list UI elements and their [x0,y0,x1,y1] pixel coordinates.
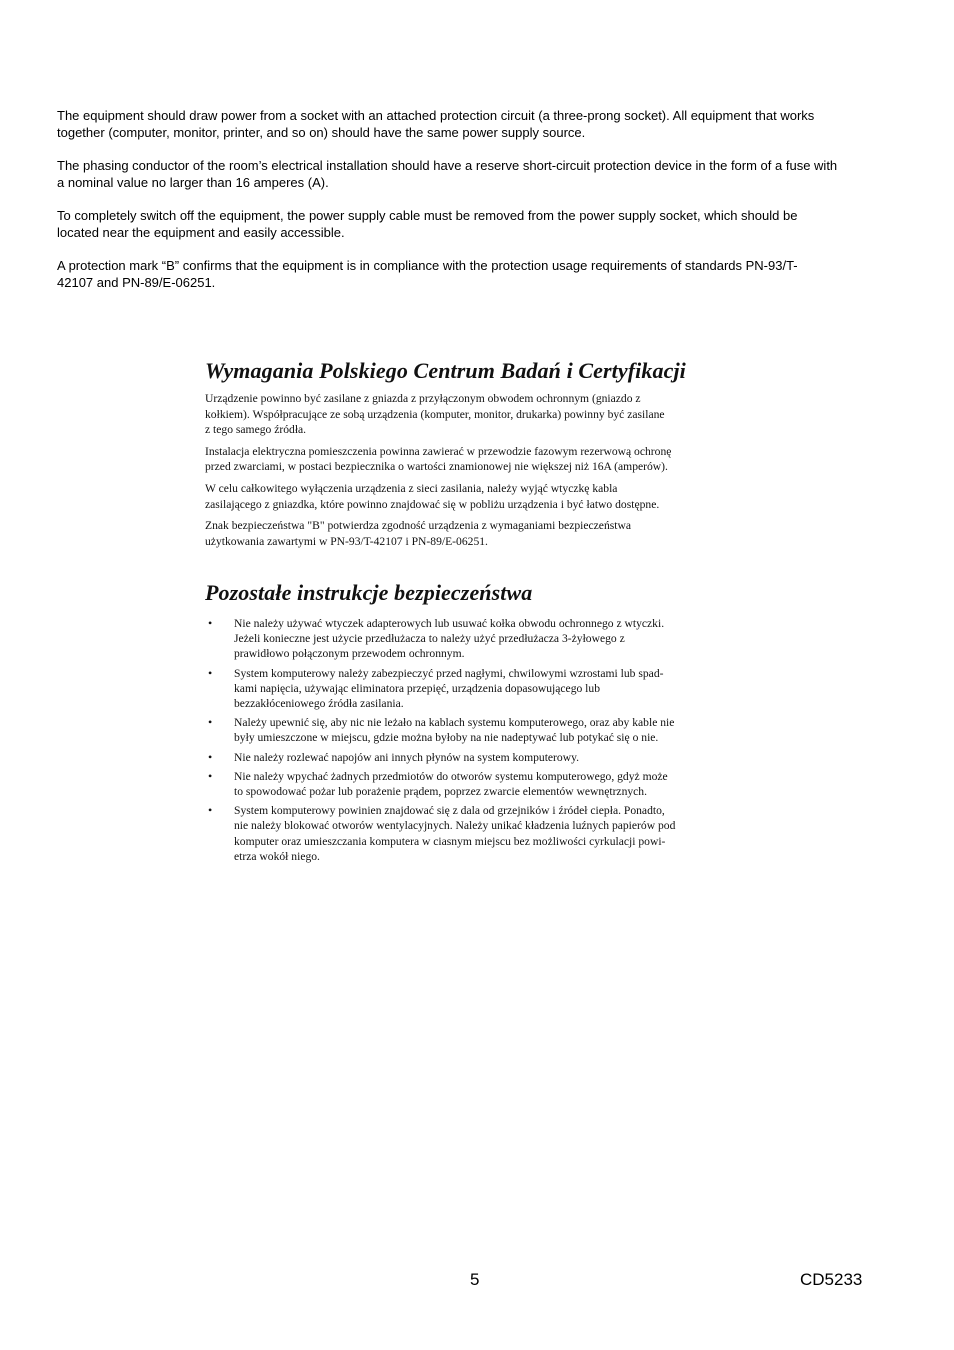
list-item [205,769,790,799]
text-line: Jeżeli konieczne jest użycie przedłużacza to należy użyć przedłużacza 3-żyłowego z [234,632,625,646]
list-item [205,750,790,765]
text-line: kołkiem). Współpracujące ze sobą urządzenia (komputer, monitor, drukarka) powinny być zasilane [205,407,665,421]
bullet-icon: • [208,616,213,630]
text-line: z tego samego źródła. [205,423,307,437]
english-paragraph-fuse [57,158,897,191]
text-line: kami napięcia, używając eliminatora przepięć, urządzenia dopasowującego lub [234,681,600,695]
text-line: komputer oraz umieszczania komputera w ciasnym miejscu bez możliwości cyrkulacji powi- [234,834,666,848]
text-line: prawidłowo połączonym przewodem ochronnym. [234,647,465,661]
list-item [205,803,790,864]
text-line: Znak bezpieczeństwa "B" potwierdza zgodność urządzenia z wymaganiami bezpieczeństwa [205,519,632,533]
english-paragraph-power-socket [57,108,897,141]
text-line: etrza wokół niego. [234,849,320,863]
text-line: Nie należy wpychać żadnych przedmiotów do otworów systemu komputerowego, gdyż może [234,769,668,783]
model-number: CD5233 [800,1270,863,1289]
text-line: a nominal value no larger than 16 amperes (A). [57,174,329,190]
safety-list [205,616,790,864]
polish-requirements-heading: Wymagania Polskiego Centrum Badań i Certyfikacji [205,358,686,383]
text-line: nie należy blokować otworów wentylacyjnych. Należy unikać kładzenia luźnych papierów pod [234,819,676,833]
text-line: Instalacja elektryczna pomieszczenia powinna zawierać w przewodzie fazowym rezerwową ochronę [205,444,672,458]
bullet-icon: • [208,665,213,680]
english-paragraph-switch-off [57,208,897,241]
english-safety-text [57,108,897,308]
text-line: to spowodować pożar lub porażenie prądem, poprzez zwarcie elementów wewnętrznych. [234,785,648,799]
bullet-icon: • [208,715,213,730]
text-line: The phasing conductor of the room’s electrical installation should have a reserve short-circuit protection device in the form of a fuse with [57,158,838,173]
english-paragraph-protection-mark [57,258,897,291]
text-line: Nie należy rozlewać napojów ani innych płynów na system komputerowy. [234,750,580,764]
text-line: Nie należy używać wtyczek adapterowych lub usuwać kołka obwodu ochronnego z wtyczki. [234,617,665,630]
list-item [205,616,790,662]
polish-paragraph-switch-off [205,481,790,512]
text-line: były umieszczone w miejscu, gdzie można byłoby na nie nadeptywać lub potykać się o nie. [234,731,659,745]
text-line: Urządzenie powinno być zasilane z gniazda z przyłączonym obwodem ochronnym (gniazdo z [205,392,641,405]
text-line: W celu całkowitego wyłączenia urządzenia z sieci zasilania, należy wyjąć wtyczkę kabla [205,481,618,495]
bullet-icon: • [208,803,213,818]
text-line: bezzakłóceniowego źródła zasilania. [234,697,404,711]
list-item [205,715,790,745]
list-item [205,666,790,712]
text-line: użytkowania zawartymi w PN-93/T-42107 i PN-89/E-06251. [205,534,488,548]
text-line: The equipment should draw power from a socket with an attached protection circuit (a three-prong socket). All equipment that works [57,108,815,123]
polish-requirements-section [205,358,790,555]
text-line: przed zwarciami, w postaci bezpiecznika o wartości znamionowej nie większej niż 16A (amperów). [205,460,668,474]
text-line: together (computer, monitor, printer, and so on) should have the same power supply source. [57,124,586,140]
polish-paragraph-mark [205,518,790,549]
polish-safety-heading: Pozostałe instrukcje bezpieczeństwa [205,580,533,605]
polish-safety-section [205,580,790,868]
text-line: A protection mark “B” confirms that the equipment is in compliance with the protection usage requirements of standards PN-93/T- [57,258,798,273]
text-line: System komputerowy powinien znajdować się z dala od grzejników i źródeł ciepła. Ponadto, [234,804,665,818]
bullet-icon: • [208,749,213,764]
text-line: located near the equipment and easily accessible. [57,224,345,240]
page-number: 5 [470,1270,480,1289]
text-line: System komputerowy należy zabezpieczyć przed nagłymi, chwilowymi wzrostami lub spad- [234,666,664,680]
text-line: 42107 and PN-89/E-06251. [57,274,216,290]
text-line: To completely switch off the equipment, the power supply cable must be removed from the power supply socket, which should be [57,208,798,223]
text-line: Należy upewnić się, aby nic nie leżało na kablach systemu komputerowego, oraz aby kable nie [234,716,675,730]
bullet-icon: • [208,768,213,783]
polish-paragraph-installation [205,444,790,475]
polish-paragraph-socket [205,391,790,438]
text-line: zasilającego z gniazdka, które powinno znajdować się w pobliżu urządzenia i być łatwo dostępne. [205,497,660,511]
